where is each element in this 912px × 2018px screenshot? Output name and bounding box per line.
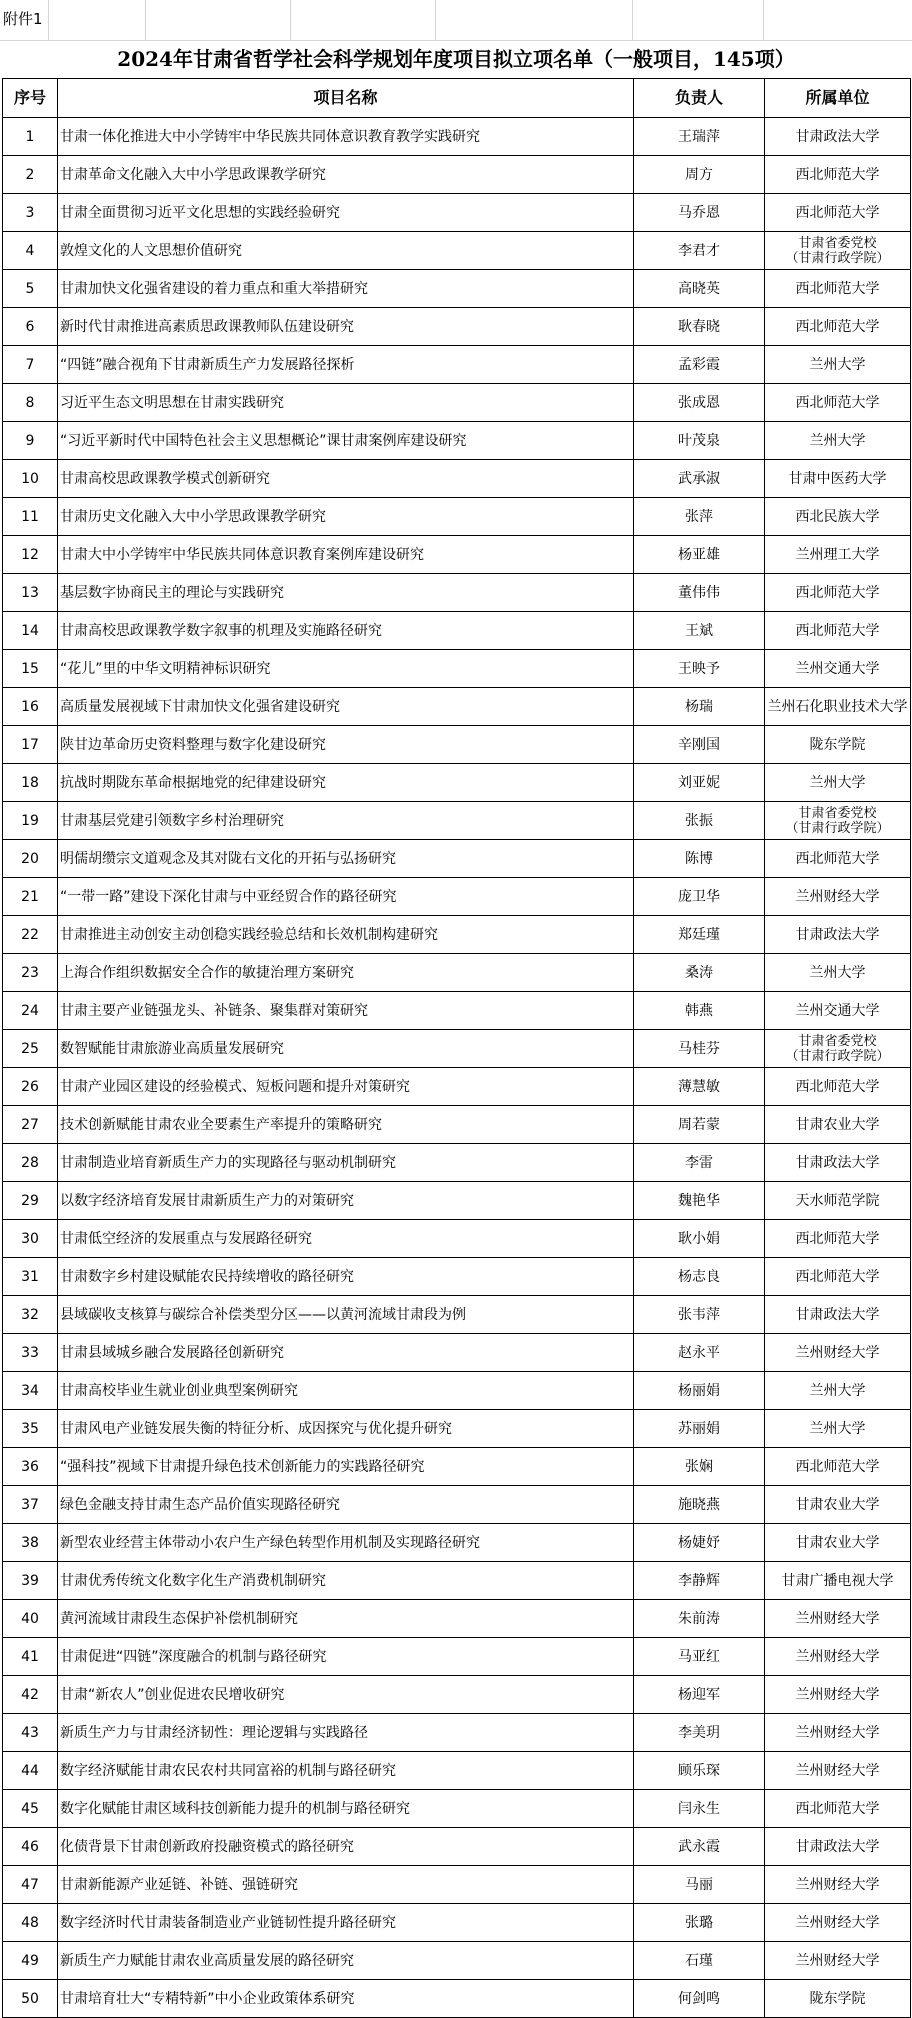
cell-project-name: 黄河流域甘肃段生态保护补偿机制研究: [58, 1600, 634, 1638]
cell-index: 33: [3, 1334, 58, 1372]
cell-leader: 施晓燕: [634, 1486, 765, 1524]
cell-unit: 天水师范学院: [765, 1182, 911, 1220]
cell-leader: 李美玥: [634, 1714, 765, 1752]
cell-unit: 甘肃中医药大学: [765, 460, 911, 498]
cell-unit: 兰州大学: [765, 1372, 911, 1410]
cell-project-name: 甘肃加快文化强省建设的着力重点和重大举措研究: [58, 270, 634, 308]
cell-index: 23: [3, 954, 58, 992]
cell-leader: 李静辉: [634, 1562, 765, 1600]
cell-unit: 甘肃政法大学: [765, 1144, 911, 1182]
table-row: [3, 1562, 911, 1600]
cell-project-name: 新型农业经营主体带动小农户生产绿色转型作用机制及实现路径研究: [58, 1524, 634, 1562]
cell-index: 28: [3, 1144, 58, 1182]
table-row: [3, 1182, 911, 1220]
cell-leader: 刘亚妮: [634, 764, 765, 802]
cell-index: 14: [3, 612, 58, 650]
table-row: [3, 1486, 911, 1524]
cell-leader: 张振: [634, 802, 765, 840]
table-row: [3, 916, 911, 954]
cell-index: 49: [3, 1942, 58, 1980]
table-row: [3, 1106, 911, 1144]
cell-index: 25: [3, 1030, 58, 1068]
cell-index: 27: [3, 1106, 58, 1144]
cell-leader: 王瑞萍: [634, 118, 765, 156]
table-row: [3, 422, 911, 460]
header-leader: 负责人: [634, 79, 765, 118]
table-row: [3, 346, 911, 384]
table-row: [3, 1866, 911, 1904]
table-row: [3, 118, 911, 156]
grid-line: [290, 0, 291, 40]
cell-index: 40: [3, 1600, 58, 1638]
table-row: [3, 1942, 911, 1980]
cell-index: 34: [3, 1372, 58, 1410]
cell-unit: 兰州财经大学: [765, 1638, 911, 1676]
cell-project-name: 甘肃制造业培育新质生产力的实现路径与驱动机制研究: [58, 1144, 634, 1182]
grid-line: [435, 0, 436, 40]
cell-project-name: 甘肃县域城乡融合发展路径创新研究: [58, 1334, 634, 1372]
cell-leader: 薄慧敏: [634, 1068, 765, 1106]
cell-index: 6: [3, 308, 58, 346]
cell-unit: 西北师范大学: [765, 270, 911, 308]
table-row: [3, 878, 911, 916]
cell-index: 37: [3, 1486, 58, 1524]
cell-unit: 西北师范大学: [765, 1790, 911, 1828]
cell-index: 35: [3, 1410, 58, 1448]
cell-unit: 西北师范大学: [765, 1448, 911, 1486]
table-row: [3, 1638, 911, 1676]
cell-project-name: 甘肃主要产业链强龙头、补链条、聚集群对策研究: [58, 992, 634, 1030]
table-row: [3, 498, 911, 536]
cell-index: 3: [3, 194, 58, 232]
cell-leader: 朱前涛: [634, 1600, 765, 1638]
cell-leader: 何剑鸣: [634, 1980, 765, 2018]
cell-project-name: 甘肃革命文化融入大中小学思政课教学研究: [58, 156, 634, 194]
cell-leader: 马桂芬: [634, 1030, 765, 1068]
cell-index: 11: [3, 498, 58, 536]
document-title: 2024年甘肃省哲学社会科学规划年度项目拟立项名单（一般项目，145项）: [117, 47, 795, 71]
cell-leader: 顾乐琛: [634, 1752, 765, 1790]
cell-project-name: 甘肃产业园区建设的经验模式、短板问题和提升对策研究: [58, 1068, 634, 1106]
table-row: [3, 1410, 911, 1448]
cell-unit: 兰州财经大学: [765, 1676, 911, 1714]
cell-project-name: “花儿”里的中华文明精神标识研究: [58, 650, 634, 688]
cell-project-name: 甘肃促进“四链”深度融合的机制与路径研究: [58, 1638, 634, 1676]
sheet-header-row: [0, 0, 912, 41]
cell-leader: 辛刚国: [634, 726, 765, 764]
cell-project-name: 技术创新赋能甘肃农业全要素生产率提升的策略研究: [58, 1106, 634, 1144]
cell-index: 38: [3, 1524, 58, 1562]
cell-project-name: 甘肃高校思政课教学数字叙事的机理及实施路径研究: [58, 612, 634, 650]
cell-index: 19: [3, 802, 58, 840]
cell-unit: 甘肃广播电视大学: [765, 1562, 911, 1600]
cell-leader: 陈博: [634, 840, 765, 878]
table-row: [3, 764, 911, 802]
cell-leader: 周方: [634, 156, 765, 194]
table-row: [3, 1030, 911, 1068]
cell-index: 50: [3, 1980, 58, 2018]
header-unit: 所属单位: [765, 79, 911, 118]
cell-unit: 兰州理工大学: [765, 536, 911, 574]
cell-leader: 庞卫华: [634, 878, 765, 916]
table-row: [3, 1714, 911, 1752]
cell-leader: 马丽: [634, 1866, 765, 1904]
cell-project-name: 数智赋能甘肃旅游业高质量发展研究: [58, 1030, 634, 1068]
cell-project-name: 上海合作组织数据安全合作的敏捷治理方案研究: [58, 954, 634, 992]
cell-leader: 张璐: [634, 1904, 765, 1942]
cell-project-name: 甘肃优秀传统文化数字化生产消费机制研究: [58, 1562, 634, 1600]
cell-leader: 张成恩: [634, 384, 765, 422]
cell-project-name: 数字化赋能甘肃区域科技创新能力提升的机制与路径研究: [58, 1790, 634, 1828]
cell-unit: 西北师范大学: [765, 194, 911, 232]
cell-leader: 王斌: [634, 612, 765, 650]
cell-index: 31: [3, 1258, 58, 1296]
cell-unit: 兰州大学: [765, 346, 911, 384]
cell-unit: 兰州石化职业技术大学: [765, 688, 911, 726]
cell-leader: 耿小娟: [634, 1220, 765, 1258]
table-row: [3, 612, 911, 650]
cell-leader: 杨迎军: [634, 1676, 765, 1714]
cell-project-name: “习近平新时代中国特色社会主义思想概论”课甘肃案例库建设研究: [58, 422, 634, 460]
cell-index: 43: [3, 1714, 58, 1752]
cell-project-name: 数字经济赋能甘肃农民农村共同富裕的机制与路径研究: [58, 1752, 634, 1790]
table-row: [3, 1676, 911, 1714]
cell-unit: 兰州大学: [765, 1410, 911, 1448]
cell-project-name: 绿色金融支持甘肃生态产品价值实现路径研究: [58, 1486, 634, 1524]
table-row: [3, 270, 911, 308]
cell-index: 39: [3, 1562, 58, 1600]
header-index: 序号: [3, 79, 58, 118]
cell-project-name: 以数字经济培育发展甘肃新质生产力的对策研究: [58, 1182, 634, 1220]
cell-project-name: 化债背景下甘肃创新政府投融资模式的路径研究: [58, 1828, 634, 1866]
cell-project-name: 习近平生态文明思想在甘肃实践研究: [58, 384, 634, 422]
cell-leader: 马亚红: [634, 1638, 765, 1676]
cell-unit: 西北师范大学: [765, 384, 911, 422]
cell-index: 1: [3, 118, 58, 156]
cell-index: 29: [3, 1182, 58, 1220]
cell-unit: 兰州财经大学: [765, 1600, 911, 1638]
cell-project-name: 甘肃全面贯彻习近平文化思想的实践经验研究: [58, 194, 634, 232]
table-row: [3, 574, 911, 612]
cell-project-name: 数字经济时代甘肃装备制造业产业链韧性提升路径研究: [58, 1904, 634, 1942]
cell-index: 5: [3, 270, 58, 308]
cell-project-name: 抗战时期陇东革命根据地党的纪律建设研究: [58, 764, 634, 802]
table-row: [3, 1980, 911, 2018]
cell-index: 36: [3, 1448, 58, 1486]
cell-index: 22: [3, 916, 58, 954]
cell-index: 18: [3, 764, 58, 802]
header-project-name: 项目名称: [58, 79, 634, 118]
cell-project-name: 新质生产力赋能甘肃农业高质量发展的路径研究: [58, 1942, 634, 1980]
cell-unit: 西北师范大学: [765, 1068, 911, 1106]
cell-index: 12: [3, 536, 58, 574]
cell-project-name: 高质量发展视域下甘肃加快文化强省建设研究: [58, 688, 634, 726]
cell-leader: 杨瑞: [634, 688, 765, 726]
cell-project-name: 甘肃推进主动创安主动创稳实践经验总结和长效机制构建研究: [58, 916, 634, 954]
table-row: [3, 1296, 911, 1334]
grid-line: [145, 0, 146, 40]
cell-unit: 兰州财经大学: [765, 1904, 911, 1942]
cell-index: 2: [3, 156, 58, 194]
cell-project-name: 甘肃高校思政课教学模式创新研究: [58, 460, 634, 498]
cell-leader: 杨亚雄: [634, 536, 765, 574]
cell-project-name: 县域碳收支核算与碳综合补偿类型分区——以黄河流域甘肃段为例: [58, 1296, 634, 1334]
table-row: [3, 1372, 911, 1410]
cell-leader: 武永霞: [634, 1828, 765, 1866]
table-row: [3, 954, 911, 992]
cell-project-name: 新质生产力与甘肃经济韧性：理论逻辑与实践路径: [58, 1714, 634, 1752]
cell-index: 30: [3, 1220, 58, 1258]
cell-unit: 甘肃政法大学: [765, 1296, 911, 1334]
cell-index: 4: [3, 232, 58, 270]
cell-project-name: 甘肃高校毕业生就业创业典型案例研究: [58, 1372, 634, 1410]
cell-project-name: 甘肃低空经济的发展重点与发展路径研究: [58, 1220, 634, 1258]
table-row: [3, 1068, 911, 1106]
grid-line: [48, 0, 49, 40]
cell-index: 10: [3, 460, 58, 498]
project-table: [2, 78, 911, 2018]
cell-unit: 兰州交通大学: [765, 650, 911, 688]
cell-unit: 西北民族大学: [765, 498, 911, 536]
table-row: [3, 1334, 911, 1372]
cell-index: 9: [3, 422, 58, 460]
table-row: [3, 308, 911, 346]
cell-unit: 甘肃省委党校 （甘肃行政学院）: [765, 802, 911, 840]
cell-unit: 西北师范大学: [765, 1258, 911, 1296]
cell-leader: 董伟伟: [634, 574, 765, 612]
cell-unit: 兰州大学: [765, 764, 911, 802]
grid-line: [763, 0, 764, 40]
cell-unit: 甘肃农业大学: [765, 1524, 911, 1562]
cell-leader: 耿春晓: [634, 308, 765, 346]
cell-leader: 王映予: [634, 650, 765, 688]
cell-project-name: “一带一路”建设下深化甘肃与中亚经贸合作的路径研究: [58, 878, 634, 916]
cell-index: 15: [3, 650, 58, 688]
cell-index: 45: [3, 1790, 58, 1828]
cell-unit: 兰州财经大学: [765, 1334, 911, 1372]
cell-unit: 兰州财经大学: [765, 1942, 911, 1980]
cell-index: 46: [3, 1828, 58, 1866]
cell-unit: 陇东学院: [765, 726, 911, 764]
cell-index: 13: [3, 574, 58, 612]
attachment-label: 附件1: [3, 10, 43, 28]
cell-index: 26: [3, 1068, 58, 1106]
cell-unit: 西北师范大学: [765, 840, 911, 878]
table-row: [3, 1448, 911, 1486]
cell-unit: 西北师范大学: [765, 574, 911, 612]
cell-leader: 杨志良: [634, 1258, 765, 1296]
cell-index: 24: [3, 992, 58, 1030]
cell-index: 47: [3, 1866, 58, 1904]
table-row: [3, 1144, 911, 1182]
table-row: [3, 992, 911, 1030]
grid-line: [632, 0, 633, 40]
cell-project-name: 新时代甘肃推进高素质思政课教师队伍建设研究: [58, 308, 634, 346]
table-row: [3, 802, 911, 840]
cell-project-name: 甘肃数字乡村建设赋能农民持续增收的路径研究: [58, 1258, 634, 1296]
cell-unit: 兰州财经大学: [765, 1714, 911, 1752]
cell-leader: 孟彩霞: [634, 346, 765, 384]
table-row: [3, 156, 911, 194]
cell-index: 44: [3, 1752, 58, 1790]
table-row: [3, 194, 911, 232]
cell-unit: 西北师范大学: [765, 156, 911, 194]
cell-index: 41: [3, 1638, 58, 1676]
cell-project-name: 甘肃新能源产业延链、补链、强链研究: [58, 1866, 634, 1904]
cell-project-name: 甘肃一体化推进大中小学铸牢中华民族共同体意识教育教学实践研究: [58, 118, 634, 156]
cell-leader: 武承淑: [634, 460, 765, 498]
cell-unit: 甘肃省委党校 （甘肃行政学院）: [765, 1030, 911, 1068]
cell-unit: 甘肃农业大学: [765, 1486, 911, 1524]
cell-index: 32: [3, 1296, 58, 1334]
cell-unit: 甘肃省委党校 （甘肃行政学院）: [765, 232, 911, 270]
table-row: [3, 1220, 911, 1258]
cell-unit: 甘肃农业大学: [765, 1106, 911, 1144]
cell-index: 20: [3, 840, 58, 878]
cell-project-name: 基层数字协商民主的理论与实践研究: [58, 574, 634, 612]
cell-project-name: 敦煌文化的人文思想价值研究: [58, 232, 634, 270]
cell-leader: 桑涛: [634, 954, 765, 992]
cell-unit: 兰州大学: [765, 422, 911, 460]
table-row: [3, 384, 911, 422]
cell-leader: 闫永生: [634, 1790, 765, 1828]
cell-project-name: 明儒胡缵宗文道观念及其对陇右文化的开拓与弘扬研究: [58, 840, 634, 878]
table-row: [3, 650, 911, 688]
cell-project-name: 甘肃培育壮大“专精特新”中小企业政策体系研究: [58, 1980, 634, 2018]
cell-unit: 兰州财经大学: [765, 878, 911, 916]
cell-leader: 叶茂泉: [634, 422, 765, 460]
cell-unit: 兰州交通大学: [765, 992, 911, 1030]
table-row: [3, 1904, 911, 1942]
cell-leader: 张娴: [634, 1448, 765, 1486]
table-row: [3, 840, 911, 878]
cell-leader: 赵永平: [634, 1334, 765, 1372]
cell-leader: 马乔恩: [634, 194, 765, 232]
cell-leader: 韩燕: [634, 992, 765, 1030]
table-row: [3, 1524, 911, 1562]
cell-project-name: 陕甘边革命历史资料整理与数字化建设研究: [58, 726, 634, 764]
cell-unit: 甘肃政法大学: [765, 118, 911, 156]
cell-project-name: 甘肃基层党建引领数字乡村治理研究: [58, 802, 634, 840]
cell-project-name: 甘肃大中小学铸牢中华民族共同体意识教育案例库建设研究: [58, 536, 634, 574]
cell-unit: 兰州大学: [765, 954, 911, 992]
cell-project-name: “强科技”视域下甘肃提升绿色技术创新能力的实践路径研究: [58, 1448, 634, 1486]
cell-leader: 张萍: [634, 498, 765, 536]
table-row: [3, 536, 911, 574]
cell-index: 8: [3, 384, 58, 422]
table-row: [3, 1790, 911, 1828]
cell-leader: 苏丽娟: [634, 1410, 765, 1448]
table-header-row: [3, 79, 911, 118]
cell-leader: 高晓英: [634, 270, 765, 308]
cell-index: 16: [3, 688, 58, 726]
cell-unit: 西北师范大学: [765, 612, 911, 650]
cell-project-name: 甘肃历史文化融入大中小学思政课教学研究: [58, 498, 634, 536]
cell-unit: 西北师范大学: [765, 1220, 911, 1258]
cell-unit: 西北师范大学: [765, 308, 911, 346]
table-row: [3, 726, 911, 764]
cell-leader: 周若蒙: [634, 1106, 765, 1144]
cell-unit: 兰州财经大学: [765, 1866, 911, 1904]
cell-leader: 杨丽娟: [634, 1372, 765, 1410]
cell-leader: 郑廷瑾: [634, 916, 765, 954]
cell-index: 21: [3, 878, 58, 916]
table-row: [3, 1258, 911, 1296]
cell-unit: 甘肃政法大学: [765, 916, 911, 954]
cell-project-name: 甘肃“新农人”创业促进农民增收研究: [58, 1676, 634, 1714]
cell-unit: 陇东学院: [765, 1980, 911, 2018]
cell-leader: 石瑾: [634, 1942, 765, 1980]
table-row: [3, 1752, 911, 1790]
cell-index: 42: [3, 1676, 58, 1714]
cell-project-name: “四链”融合视角下甘肃新质生产力发展路径探析: [58, 346, 634, 384]
cell-unit: 甘肃政法大学: [765, 1828, 911, 1866]
cell-leader: 张韦萍: [634, 1296, 765, 1334]
cell-index: 48: [3, 1904, 58, 1942]
table-row: [3, 1600, 911, 1638]
cell-leader: 李雷: [634, 1144, 765, 1182]
table-row: [3, 1828, 911, 1866]
table-row: [3, 688, 911, 726]
cell-project-name: 甘肃风电产业链发展失衡的特征分析、成因探究与优化提升研究: [58, 1410, 634, 1448]
table-row: [3, 232, 911, 270]
cell-index: 17: [3, 726, 58, 764]
cell-leader: 魏艳华: [634, 1182, 765, 1220]
cell-index: 7: [3, 346, 58, 384]
cell-unit: 兰州财经大学: [765, 1752, 911, 1790]
table-row: [3, 460, 911, 498]
cell-leader: 李君才: [634, 232, 765, 270]
cell-leader: 杨婕妤: [634, 1524, 765, 1562]
